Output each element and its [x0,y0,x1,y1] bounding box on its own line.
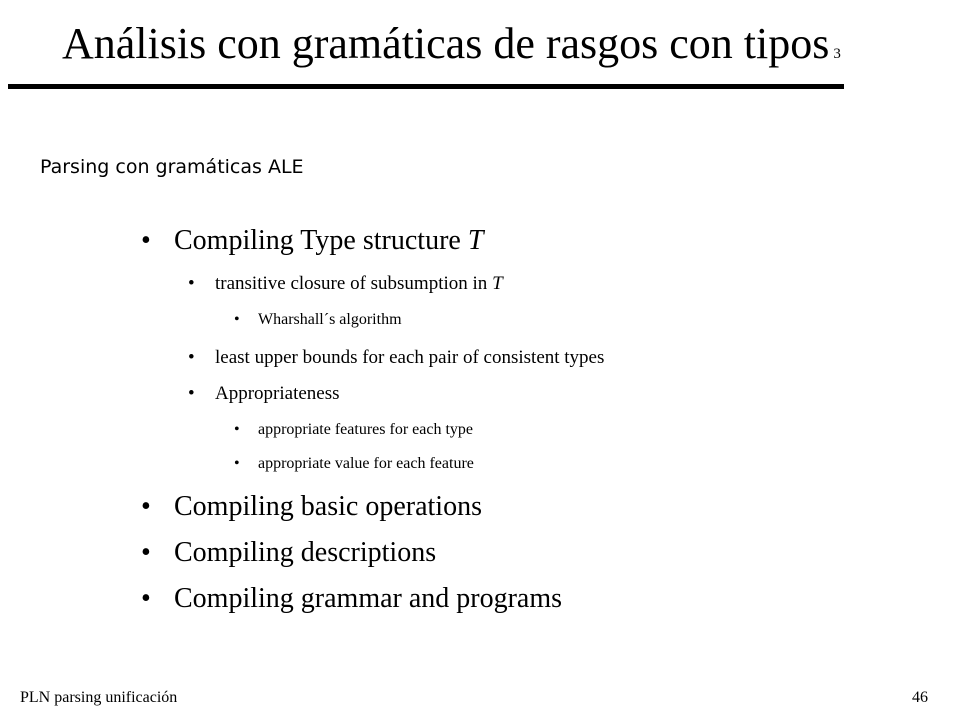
bullet-icon: • [188,383,195,404]
bullet-icon: • [188,347,195,368]
bullet-icon: • [234,421,240,438]
bullet-text: Compiling Type structure [174,225,468,256]
bullet-item-level-2 [188,272,503,296]
title-underline [8,84,844,89]
bullet-emphasis: T [492,273,503,294]
bullet-item-level-1 [141,582,563,616]
bullet-text: transitive closure of subsumption in [215,273,493,294]
bullet-text: Compiling descriptions [174,537,437,568]
bullet-text: Wharshall´s algorithm [258,311,402,328]
bullet-icon: • [141,583,151,614]
bullet-text: Compiling basic operations [174,491,482,522]
slide-subtitle: Parsing con gramáticas ALE [40,156,304,178]
bullet-icon: • [141,225,151,256]
bullet-icon: • [141,491,151,522]
bullet-item-level-3 [234,310,402,330]
bullet-icon: • [234,311,240,328]
bullet-text: least upper bounds for each pair of consistent types [215,347,605,368]
bullet-text: Compiling grammar and programs [174,583,563,614]
bullet-icon: • [234,455,240,472]
bullet-icon: • [188,273,195,294]
slide-title [62,14,841,84]
slide-title-suffix: 3 [833,46,841,62]
footer-page-number: 46 [912,689,928,706]
bullet-item-level-1 [141,224,484,258]
bullet-item-level-2 [188,346,605,370]
bullet-emphasis: T [467,225,484,256]
bullet-item-level-2 [188,382,340,406]
bullet-item-level-3 [234,454,474,474]
bullet-icon: • [141,537,151,568]
bullet-text: appropriate value for each feature [258,455,474,472]
slide-title-text: Análisis con gramáticas de rasgos con tipos [62,19,830,68]
bullet-item-level-3 [234,420,473,440]
bullet-item-level-1 [141,490,482,524]
bullet-text: Appropriateness [215,383,340,404]
bullet-text: appropriate features for each type [258,421,473,438]
bullet-item-level-1 [141,536,437,570]
footer-course-label: PLN parsing unificación [20,689,178,706]
